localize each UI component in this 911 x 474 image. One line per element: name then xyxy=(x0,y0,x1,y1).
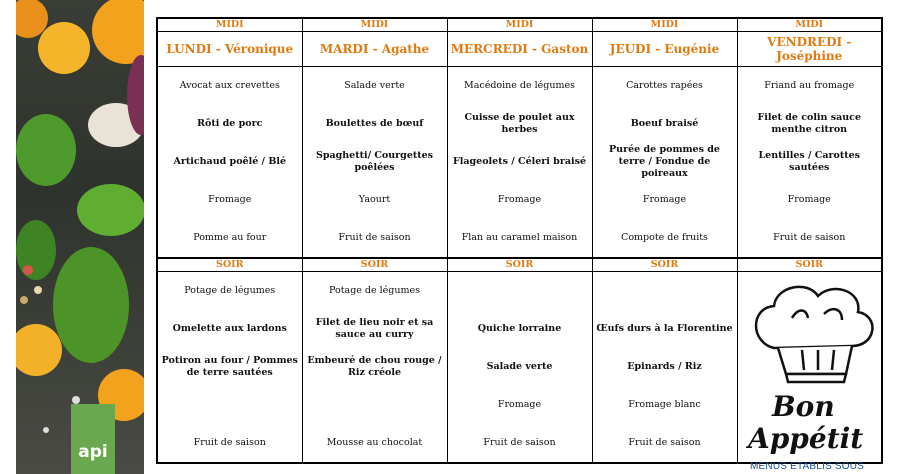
lunch-header-row xyxy=(157,18,882,32)
lunch-header-row-cell: MIDI xyxy=(447,18,592,32)
dish-cell: Filet de lieu noir et sa sauce au curry xyxy=(302,310,447,348)
dish-cell: Purée de pommes de terre / Fondue de poireaux xyxy=(592,143,737,181)
dinner-header-row-cell: SOIR xyxy=(302,258,447,272)
dish-cell xyxy=(592,272,737,311)
footer-note: MENUS ETABLIS SOUS xyxy=(750,461,864,472)
appetit-text: Appétit xyxy=(748,422,864,455)
lunch-dish-row xyxy=(157,105,882,143)
dish-cell: Compote de fruits xyxy=(592,219,737,258)
dish-cell: Salade verte xyxy=(447,348,592,386)
dish-cell: Œufs durs à la Florentine xyxy=(592,310,737,348)
dish-cell: Boeuf braisé xyxy=(592,105,737,143)
dish-cell: Lentilles / Carottes sautées xyxy=(737,143,882,181)
dish-cell: Artichaud poêlé / Blé xyxy=(157,143,302,181)
dish-cell: Quiche lorraine xyxy=(447,310,592,348)
dish-cell: Epinards / Riz xyxy=(592,348,737,386)
dish-cell: Fromage xyxy=(447,386,592,424)
dish-cell: Fromage xyxy=(737,181,882,219)
dish-cell: Fromage xyxy=(447,181,592,219)
dish-cell: Carottes rapées xyxy=(592,67,737,106)
day-name-cell: JEUDI - Eugénie xyxy=(592,32,737,67)
vegetables-illustration xyxy=(16,0,144,474)
dinner-header-row-cell: SOIR xyxy=(447,258,592,272)
lunch-header-row-cell: MIDI xyxy=(737,18,882,32)
dish-cell: Fruit de saison xyxy=(737,219,882,258)
bon-text: Bon xyxy=(772,390,835,423)
lunch-dish-row xyxy=(157,219,882,258)
dinner-header-row-cell: SOIR xyxy=(592,258,737,272)
dish-cell: Macédoine de légumes xyxy=(447,67,592,106)
dish-cell: Yaourt xyxy=(302,181,447,219)
dish-cell: Salade verte xyxy=(302,67,447,106)
dish-cell xyxy=(447,272,592,311)
dish-cell xyxy=(302,386,447,424)
dish-cell: Flan au caramel maison xyxy=(447,219,592,258)
dish-cell: Fruit de saison xyxy=(447,424,592,463)
dish-cell: Spaghetti/ Courgettes poêlées xyxy=(302,143,447,181)
dish-cell: Potage de légumes xyxy=(302,272,447,311)
dinner-header-row xyxy=(157,258,882,272)
dish-cell: Fruit de saison xyxy=(592,424,737,463)
day-names-row xyxy=(157,32,882,67)
dish-cell: Fromage xyxy=(592,181,737,219)
dish-cell: Fruit de saison xyxy=(302,219,447,258)
dish-cell: Pomme au four xyxy=(157,219,302,258)
dish-cell: Filet de colin sauce menthe citron xyxy=(737,105,882,143)
chef-hat-icon xyxy=(756,287,872,382)
dinner-header-row-cell: SOIR xyxy=(737,258,882,272)
lunch-header-row-cell: MIDI xyxy=(157,18,302,32)
dish-cell: Mousse au chocolat xyxy=(302,424,447,463)
dish-cell: Fromage xyxy=(157,181,302,219)
dish-cell: Omelette aux lardons xyxy=(157,310,302,348)
dish-cell: Potage de légumes xyxy=(157,272,302,311)
dish-cell: Fromage blanc xyxy=(592,386,737,424)
api-logo: api xyxy=(71,404,115,474)
day-name-cell: LUNDI - Véronique xyxy=(157,32,302,67)
day-name-cell: MARDI - Agathe xyxy=(302,32,447,67)
day-name-cell: VENDREDI - Joséphine xyxy=(737,32,882,67)
dish-cell: Cuisse de poulet aux herbes xyxy=(447,105,592,143)
dish-cell: Fruit de saison xyxy=(157,424,302,463)
dish-cell: Flageolets / Céleri braisé xyxy=(447,143,592,181)
lunch-header-row-cell: MIDI xyxy=(592,18,737,32)
dish-cell xyxy=(157,386,302,424)
day-name-cell: MERCREDI - Gaston xyxy=(447,32,592,67)
chef-hat-bon-appetit-illustration xyxy=(742,278,882,468)
dish-cell: Boulettes de bœuf xyxy=(302,105,447,143)
dinner-header-row-cell: SOIR xyxy=(157,258,302,272)
dish-cell: Rôti de porc xyxy=(157,105,302,143)
lunch-dish-row xyxy=(157,181,882,219)
dish-cell: Friand au fromage xyxy=(737,67,882,106)
dish-cell: Potiron au four / Pommes de terre sautées xyxy=(157,348,302,386)
dish-cell: Avocat aux crevettes xyxy=(157,67,302,106)
lunch-dish-row xyxy=(157,143,882,181)
lunch-dish-row xyxy=(157,67,882,106)
food-photo xyxy=(16,0,144,474)
dish-cell: Embeuré de chou rouge / Riz créole xyxy=(302,348,447,386)
lunch-header-row-cell: MIDI xyxy=(302,18,447,32)
